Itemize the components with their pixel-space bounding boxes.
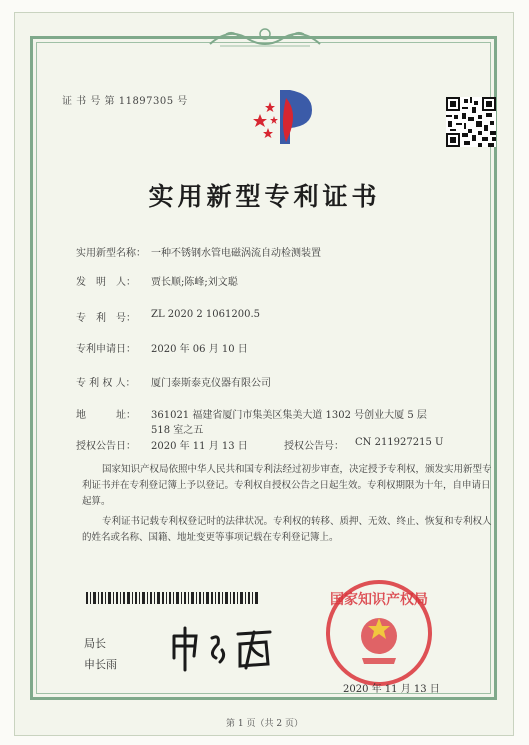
field-value-patent-number: ZL 2020 2 1061200.5 — [151, 309, 261, 320]
top-ornament-icon — [200, 24, 330, 52]
official-seal-icon — [324, 578, 434, 688]
field-label-inventor: 发 明 人： — [76, 277, 136, 288]
director-title: 局长 — [84, 637, 106, 650]
field-value-inventor: 贾长顺;陈峰;刘文聪 — [151, 277, 238, 288]
field-value-address-line2: 518 室之五 — [151, 425, 204, 436]
director-signature-icon — [168, 624, 278, 674]
qr-code-icon — [446, 97, 496, 147]
grant-number-label: 授权公告号： — [284, 441, 344, 452]
certificate-title: 实用新型专利证书 — [148, 182, 381, 211]
certificate-number: 证 书 号 第 11897305 号 — [62, 96, 188, 107]
seal-text: 国家知识产权局 — [330, 592, 428, 608]
field-value-utility-model-name: 一种不锈钢水管电磁涡流自动检测装置 — [151, 248, 321, 259]
director-name: 申长雨 — [84, 658, 117, 671]
notice-paragraph-1: 国家知识产权局依照中华人民共和国专利法经过初步审查，决定授予专利权，颁发实用新型专利证书并在专利登记簿上予以登记。专利权自授权公告之日起生效。专利权期限为十年，自申请日起算。 — [82, 464, 492, 507]
field-label-patent-number: 专 利 号： — [76, 313, 136, 324]
grant-number-value: CN 211927215 U — [355, 437, 444, 448]
seal-date: 2020 年 11 月 13 日 — [343, 684, 440, 695]
field-label-patentee: 专 利 权 人： — [76, 378, 136, 389]
notice-paragraph-2: 专利证书记载专利权登记时的法律状况。专利权的转移、质押、无效、终止、恢复和专利权人的姓名或名称、国籍、地址变更等事项记载在专利登记簿上。 — [82, 516, 492, 543]
patent-office-logo-icon — [250, 84, 320, 150]
field-label-application-date: 专利申请日： — [76, 344, 136, 355]
grant-date-value: 2020 年 11 月 13 日 — [151, 441, 248, 452]
field-value-patentee: 厦门泰斯泰克仪器有限公司 — [151, 378, 271, 389]
field-value-address: 361021 福建省厦门市集美区集美大道 1302 号创业大厦 5 层 — [151, 410, 427, 421]
field-label-utility-model-name: 实用新型名称： — [76, 248, 146, 259]
field-label-address: 地 址： — [76, 410, 136, 421]
grant-date-label: 授权公告日： — [76, 441, 136, 452]
barcode-icon — [86, 592, 258, 604]
page-number: 第 1 页（共 2 页） — [226, 719, 303, 729]
field-value-application-date: 2020 年 06 月 10 日 — [151, 344, 248, 355]
